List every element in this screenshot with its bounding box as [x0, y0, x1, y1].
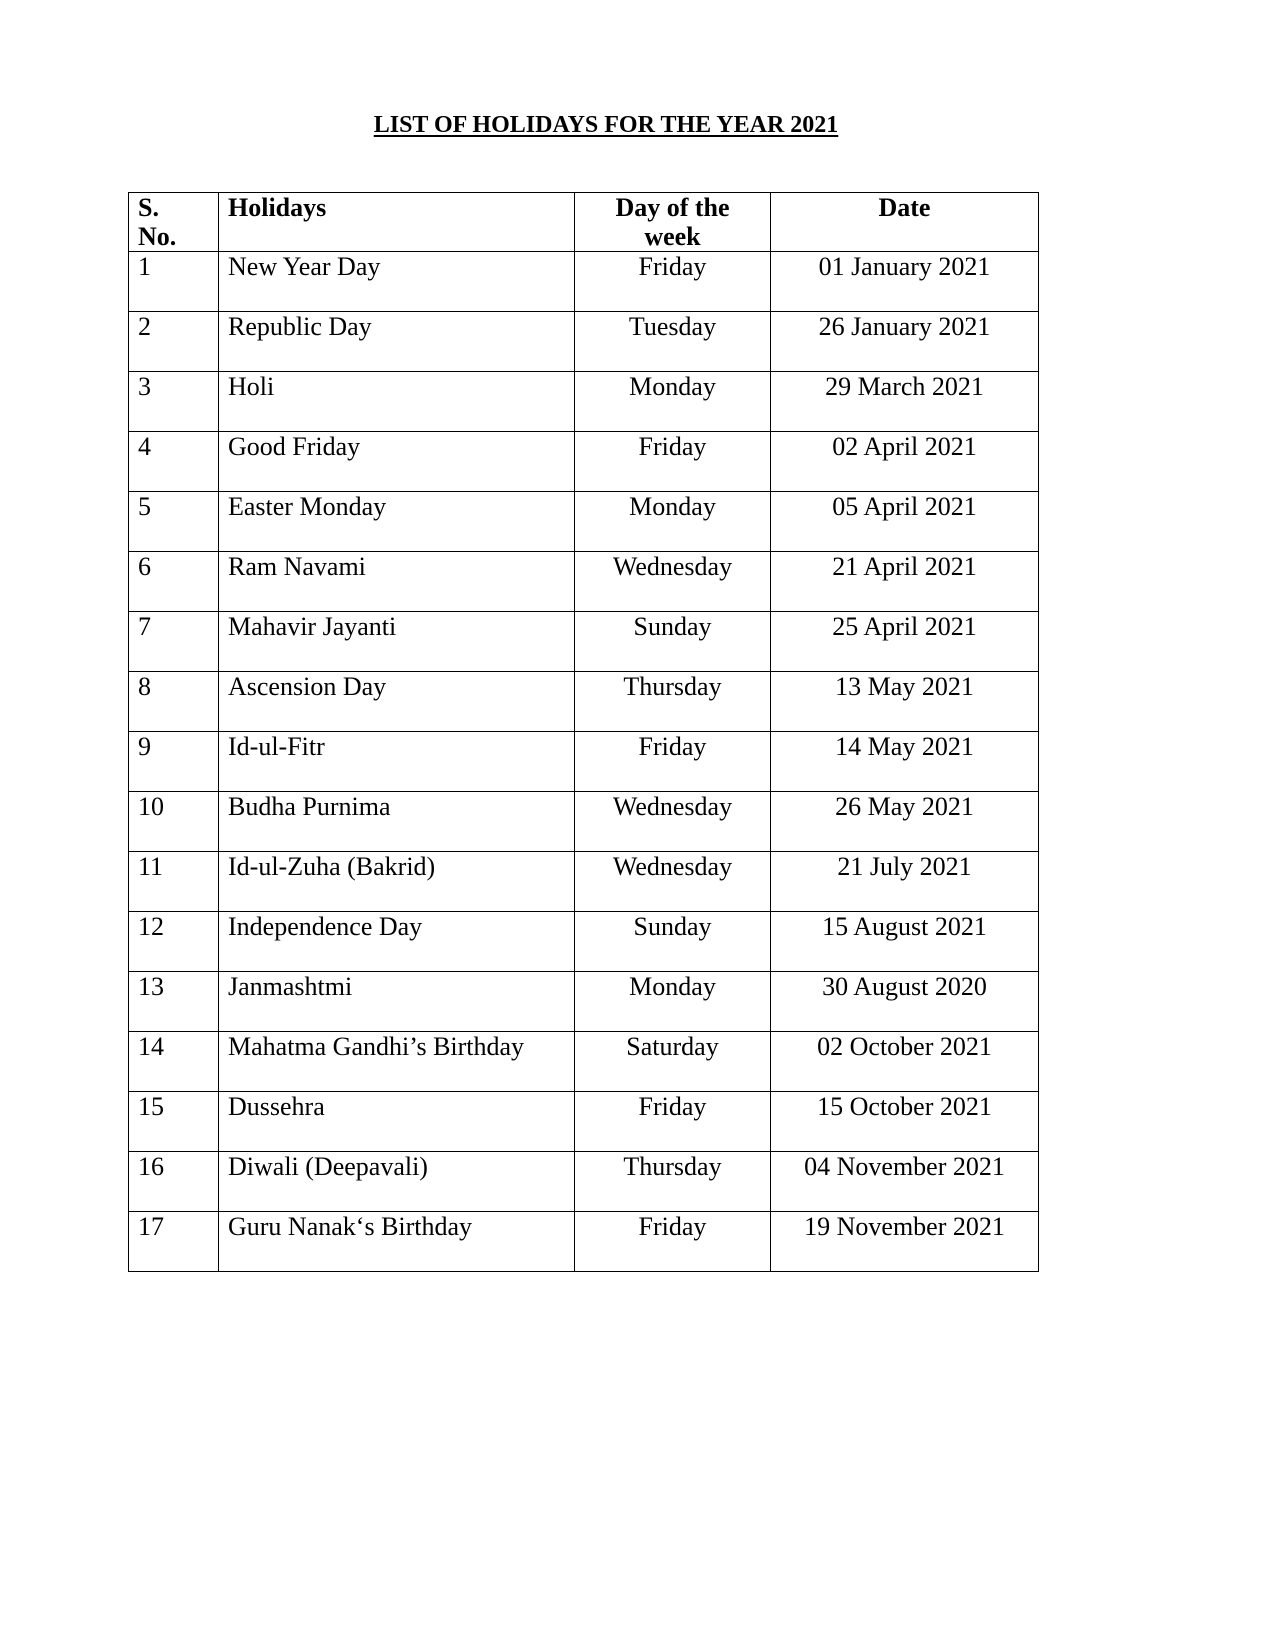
table-header-row [129, 193, 1039, 252]
header-day-of-week [575, 193, 771, 252]
table-row [129, 792, 1039, 852]
table-row [129, 312, 1039, 372]
holiday-name-cell: Dussehra [219, 1092, 575, 1152]
table-row [129, 1092, 1039, 1152]
day-of-week-cell: Saturday [575, 1032, 771, 1092]
header-serial-number-line1: S. [138, 193, 159, 222]
header-holidays: Holidays [219, 193, 575, 252]
holiday-name-cell: Janmashtmi [219, 972, 575, 1032]
day-of-week-cell: Friday [575, 1092, 771, 1152]
date-cell: 29 March 2021 [771, 372, 1039, 432]
header-day-line2: week [644, 222, 701, 251]
date-cell: 21 July 2021 [771, 852, 1039, 912]
serial-number-cell: 5 [129, 492, 219, 552]
day-of-week-cell: Friday [575, 1212, 771, 1272]
holiday-name-cell: Republic Day [219, 312, 575, 372]
table-row [129, 252, 1039, 312]
serial-number-cell: 15 [129, 1092, 219, 1152]
serial-number-cell: 14 [129, 1032, 219, 1092]
day-of-week-cell: Monday [575, 972, 771, 1032]
serial-number-cell: 1 [129, 252, 219, 312]
holiday-name-cell: Independence Day [219, 912, 575, 972]
holiday-name-cell: Easter Monday [219, 492, 575, 552]
table-row [129, 1212, 1039, 1272]
serial-number-cell: 10 [129, 792, 219, 852]
holiday-name-cell: New Year Day [219, 252, 575, 312]
serial-number-cell: 9 [129, 732, 219, 792]
holiday-name-cell: Ascension Day [219, 672, 575, 732]
date-cell: 26 May 2021 [771, 792, 1039, 852]
date-cell: 02 April 2021 [771, 432, 1039, 492]
day-of-week-cell: Friday [575, 252, 771, 312]
holiday-name-cell: Guru Nanak‘s Birthday [219, 1212, 575, 1272]
day-of-week-cell: Monday [575, 372, 771, 432]
serial-number-cell: 3 [129, 372, 219, 432]
page-title: LIST OF HOLIDAYS FOR THE YEAR 2021 [373, 112, 839, 138]
holiday-name-cell: Diwali (Deepavali) [219, 1152, 575, 1212]
day-of-week-cell: Wednesday [575, 552, 771, 612]
day-of-week-cell: Thursday [575, 672, 771, 732]
header-serial-number-line2: No. [138, 222, 177, 251]
serial-number-cell: 16 [129, 1152, 219, 1212]
table-row [129, 912, 1039, 972]
day-of-week-cell: Wednesday [575, 792, 771, 852]
table-body [129, 252, 1039, 1272]
date-cell: 04 November 2021 [771, 1152, 1039, 1212]
day-of-week-cell: Friday [575, 732, 771, 792]
date-cell: 14 May 2021 [771, 732, 1039, 792]
table-row [129, 372, 1039, 432]
serial-number-cell: 17 [129, 1212, 219, 1272]
date-cell: 05 April 2021 [771, 492, 1039, 552]
serial-number-cell: 6 [129, 552, 219, 612]
table-row [129, 732, 1039, 792]
date-cell: 02 October 2021 [771, 1032, 1039, 1092]
table-row [129, 552, 1039, 612]
serial-number-cell: 12 [129, 912, 219, 972]
serial-number-cell: 13 [129, 972, 219, 1032]
date-cell: 01 January 2021 [771, 252, 1039, 312]
day-of-week-cell: Friday [575, 432, 771, 492]
day-of-week-cell: Monday [575, 492, 771, 552]
holiday-name-cell: Id-ul-Fitr [219, 732, 575, 792]
header-day-line1: Day of the [615, 193, 730, 222]
holiday-name-cell: Holi [219, 372, 575, 432]
date-cell: 25 April 2021 [771, 612, 1039, 672]
table-row [129, 492, 1039, 552]
header-date: Date [771, 193, 1039, 252]
table-row [129, 1032, 1039, 1092]
day-of-week-cell: Thursday [575, 1152, 771, 1212]
date-cell: 13 May 2021 [771, 672, 1039, 732]
serial-number-cell: 7 [129, 612, 219, 672]
day-of-week-cell: Sunday [575, 612, 771, 672]
date-cell: 30 August 2020 [771, 972, 1039, 1032]
date-cell: 15 October 2021 [771, 1092, 1039, 1152]
serial-number-cell: 8 [129, 672, 219, 732]
holiday-name-cell: Budha Purnima [219, 792, 575, 852]
holiday-name-cell: Good Friday [219, 432, 575, 492]
date-cell: 15 August 2021 [771, 912, 1039, 972]
table-row [129, 852, 1039, 912]
holiday-name-cell: Mahavir Jayanti [219, 612, 575, 672]
date-cell: 21 April 2021 [771, 552, 1039, 612]
header-serial-number [129, 193, 219, 252]
serial-number-cell: 2 [129, 312, 219, 372]
table-row [129, 432, 1039, 492]
day-of-week-cell: Sunday [575, 912, 771, 972]
serial-number-cell: 4 [129, 432, 219, 492]
holidays-table [128, 192, 1039, 1272]
serial-number-cell: 11 [129, 852, 219, 912]
table-row [129, 972, 1039, 1032]
holiday-name-cell: Mahatma Gandhi’s Birthday [219, 1032, 575, 1092]
holiday-name-cell: Ram Navami [219, 552, 575, 612]
table-row [129, 612, 1039, 672]
holiday-name-cell: Id-ul-Zuha (Bakrid) [219, 852, 575, 912]
day-of-week-cell: Wednesday [575, 852, 771, 912]
table-row [129, 1152, 1039, 1212]
date-cell: 19 November 2021 [771, 1212, 1039, 1272]
day-of-week-cell: Tuesday [575, 312, 771, 372]
date-cell: 26 January 2021 [771, 312, 1039, 372]
table-row [129, 672, 1039, 732]
